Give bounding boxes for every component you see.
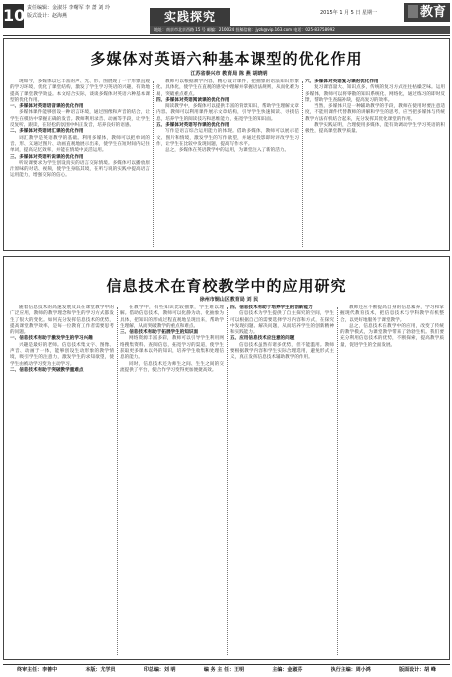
body-paragraph: 总之，信息技术在教学中的应用，改变了传统的教学模式，为课堂教学带来了勃勃生机。我们要充分利用信息技术的优势，不断探索，提高教学质量，促进学生的全面发展。 xyxy=(340,323,444,348)
body-paragraph: 当然，多媒体只是一种辅助教学的手段，教师在使用时要注意适度，不能用课件代替教师的讲解和学生的思考，应当把多媒体与传统教学方法有机结合起来，充分发挥其优化课堂的作用。 xyxy=(305,104,445,122)
body-paragraph: 随着信息技术的高速发展及其在课堂教学中的广泛应用，教师的教学理念和学生的学习方式都发生了很大的变化。如何充分发挥信息技术的优势，提高课堂教学效率，是每一位教育工作者需要思考的问题。 xyxy=(10,305,114,336)
body-paragraph: 现如今，多媒体以它丰富的声、光、形、图展现了一个形象直观的学习环境，优化了课堂结构，激发了学生学习英语的兴趣，有效地提高了课堂教学效益。本文结合实际，谈谈多媒体对英语六种基本课型的优化作用。 xyxy=(10,79,150,103)
article-2 xyxy=(3,256,450,660)
page-number: 10 xyxy=(3,4,24,28)
logo-mark-icon xyxy=(408,5,418,18)
section-heading: 二、多媒体对英语词汇课的优化作用 xyxy=(10,129,84,135)
article-1-column-1 xyxy=(10,79,150,249)
article-1-column-2 xyxy=(156,79,299,249)
footer-credit: 编 务 主 任：王明 xyxy=(203,667,245,673)
body-paragraph: 网络资源丰富多彩，教师可以引导学生利用网络搜集资料、查阅信息，拓宽学习的渠道，使学生获取更多课本以外的知识，培养学生收集和处理信息的能力。 xyxy=(120,336,224,361)
section-heading: 二、信息技术有助于突破教学重难点 xyxy=(10,367,84,373)
body-paragraph: 教师还应不断提高自身的信息素养，学习和掌握现代教育技术，把信息技术与学科教学有机整合，以更好地服务于课堂教学。 xyxy=(340,305,444,323)
footer-credit: 终审主任：李善中 xyxy=(17,667,58,673)
editor-credits xyxy=(27,4,139,20)
body-paragraph: 在教学中，有些知识比较抽象，学生难以理解。借助信息技术，教师可以化静为动、化抽象为具体，把知识的形成过程直观地呈现出来，帮助学生理解，从而突破教学的重点和难点。 xyxy=(120,305,224,329)
article-1 xyxy=(3,38,450,251)
article-2-title: 信息技术在育校教学中的应用研究 xyxy=(106,277,347,295)
body-paragraph: 教学实践证明，合理使用多媒体，能有效调动学生学习英语的积极性，提高课堂教学质量。 xyxy=(305,123,445,135)
footer-credit: 执行主编：周小鸿 xyxy=(330,667,371,673)
logo-text: 教育 xyxy=(419,5,446,20)
issue-date: 2015年 1 月 5 日 星期一 xyxy=(320,10,378,16)
article-2-column-2 xyxy=(120,305,224,657)
body-paragraph: 兴趣是最好的老师。信息技术集文字、图像、声音、动画于一体，能够创设生动形象的教学情境，吸引学生的注意力，激发学生的求知欲望，使学生由被动学习变为主动学习。 xyxy=(10,342,114,367)
contact-bar: 地址：南京市北京西路 15 号 邮编：210024 投稿信箱：jyzk@vip.163.com 电话：025-83758992 xyxy=(150,26,450,34)
article-1-title: 多媒体对英语六种基本课型的优化作用 xyxy=(90,50,363,68)
body-paragraph: 听说课要求为学生创设真实的语言交际情境。多媒体可以播放原汁原味的对话、视频，使学生身临其境，在听与说的实践中提高语言运用能力，增强交际的信心。 xyxy=(10,160,150,179)
article-2-column-4 xyxy=(340,305,444,657)
section-heading: 五、多媒体对英语写作课的优化作用 xyxy=(156,123,230,129)
designer-line: 版式设计：赵海燕 xyxy=(27,13,68,19)
article-1-column-3 xyxy=(305,79,445,249)
section-tag: 实践探究 xyxy=(150,8,230,26)
column-divider xyxy=(302,81,303,247)
editor-line: 责任编辑：金淑芬 李曙军 李 蔷 刘 玲 xyxy=(27,5,110,11)
newspaper-logo xyxy=(404,3,450,22)
body-paragraph: 信息技术虽然有诸多优势，但不能滥用。教师要根据教学内容和学生实际合理选用，避免形式主义，真正发挥信息技术辅助教学的作用。 xyxy=(230,342,334,361)
section-heading: 六、多媒体对英语复习课的优化作用 xyxy=(305,79,379,84)
column-divider xyxy=(117,307,118,655)
body-paragraph: 词汇教学是英语教学的基础。利用多媒体，教师可以把单词的音、形、义通过图片、动画直观地展示出来，使学生在短时间内记住单词，提高记忆效率，并能在情境中灵活运用。 xyxy=(10,135,150,154)
footer-credit: 版面设计：胡 峰 xyxy=(399,667,436,673)
body-paragraph: 复习课容量大、知识点多，传统的复习方式往往枯燥乏味。运用多媒体，教师可以将零散的知识系统化、网络化，通过练习的即时反馈，帮助学生查漏补缺，提高复习的效率。 xyxy=(305,85,445,103)
header-rule xyxy=(3,35,450,36)
column-divider xyxy=(153,81,154,247)
section-heading: 三、信息技术有助于拓展学生的知识面 xyxy=(120,330,199,336)
section-heading: 一、多媒体对英语语音课的优化作用 xyxy=(10,104,84,110)
section-heading: 一、信息技术有助于激发学生的学习兴趣 xyxy=(10,336,93,342)
body-paragraph: 多媒体课件能够创设一种语言环境，通过图像和声音的结合，让学生在模仿中掌握正确的发音。教师利用录音、动画等手段，让学生反复听、跟读，在轻松的氛围中纠正发音，培养良好的语感。 xyxy=(10,110,150,129)
page-footer xyxy=(3,664,450,674)
body-paragraph: 同时，信息技术还为师生之间、生生之间的交流提供了平台，使合作学习变得更加便捷高效。 xyxy=(120,361,224,373)
footer-credit: 印总编：刘 明 xyxy=(143,667,176,673)
body-paragraph: 阅读教学中，多媒体可以提供丰富的背景知识，帮助学生理解文章内容。教师可以利用课件展示文章结构，引导学生快速阅读、寻找信息，培养学生的阅读技巧和思维能力，拓宽学生的知识面。 xyxy=(156,104,299,122)
article-1-author: 江苏省泰兴市 教育局 陈 燕 胡晓明 xyxy=(190,71,268,77)
section-heading: 五、应用信息技术应注意的问题 xyxy=(230,336,295,342)
section-heading: 四、信息技术有助于培养学生的创新能力 xyxy=(230,305,313,310)
body-paragraph: 写作是语言综合运用能力的体现。借助多媒体，教师可以展示范文、图片和情境，激发学生的写作欲望，并通过投影即时评改学生习作，让学生在比较中发现问题，提高写作水平。 xyxy=(156,129,299,147)
section-heading: 三、多媒体对英语听说课的优化作用 xyxy=(10,154,84,160)
article-2-author: 徐州市铜山区教育局 刘 民 xyxy=(199,297,259,303)
column-divider xyxy=(337,307,338,655)
body-paragraph: 信息技术为学生提供了自主探究的空间，学生可以根据自己的需要选择学习内容和方式，在探究中发现问题、解决问题，从而培养学生的创新精神和实践能力。 xyxy=(230,311,334,336)
footer-credit: 本版：尤学员 xyxy=(85,667,116,673)
body-paragraph: 教师可以根据教学内容，精心设计课件，把抽象的语法知识形象化、具体化，使学生在直观的感受中理解并掌握语法规则，从而化难为易，突破重点难点。 xyxy=(156,79,299,97)
section-heading: 四、多媒体对英语阅读课的优化作用 xyxy=(156,97,230,103)
article-2-column-1 xyxy=(10,305,114,657)
footer-credit: 主编：金淑芬 xyxy=(272,667,303,673)
body-paragraph: 总之，多媒体在英语教学中的运用，为课堂注入了新的活力。 xyxy=(165,148,290,154)
column-divider xyxy=(227,307,228,655)
article-2-column-3 xyxy=(230,305,334,657)
page-header xyxy=(0,0,452,34)
